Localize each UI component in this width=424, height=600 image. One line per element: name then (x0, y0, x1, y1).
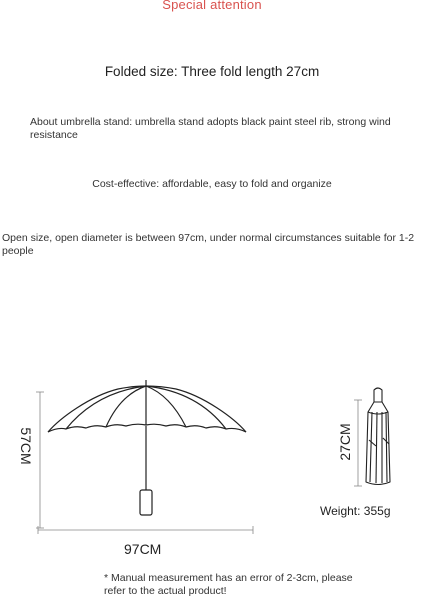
folded-length-dimension-line (354, 400, 362, 486)
measurement-note: * Manual measurement has an error of 2-3cm, please refer to the actual product! (104, 572, 353, 597)
open-umbrella-drawing (48, 380, 246, 515)
open-height-dimension-line (36, 392, 44, 528)
open-width-dimension-line (38, 526, 253, 534)
weight-label: Weight: 355g (320, 504, 391, 518)
folded-length-label: 27CM (337, 423, 353, 461)
open-height-label: 57CM (18, 427, 34, 465)
open-size-text: Open size, open diameter is between 97cm, under normal circumstances suitable for 1-2 people (2, 232, 415, 257)
folded-size-text: Folded size: Three fold length 27cm (104, 64, 320, 79)
cost-effective-text: Cost-effective: affordable, easy to fold and organize (92, 178, 332, 190)
umbrella-stand-text: About umbrella stand: umbrella stand adopts black paint steel rib, strong wind resistance (30, 116, 391, 141)
section-title: Special attention (162, 0, 262, 12)
folded-umbrella-drawing (366, 388, 390, 485)
open-width-label: 97CM (124, 541, 162, 557)
